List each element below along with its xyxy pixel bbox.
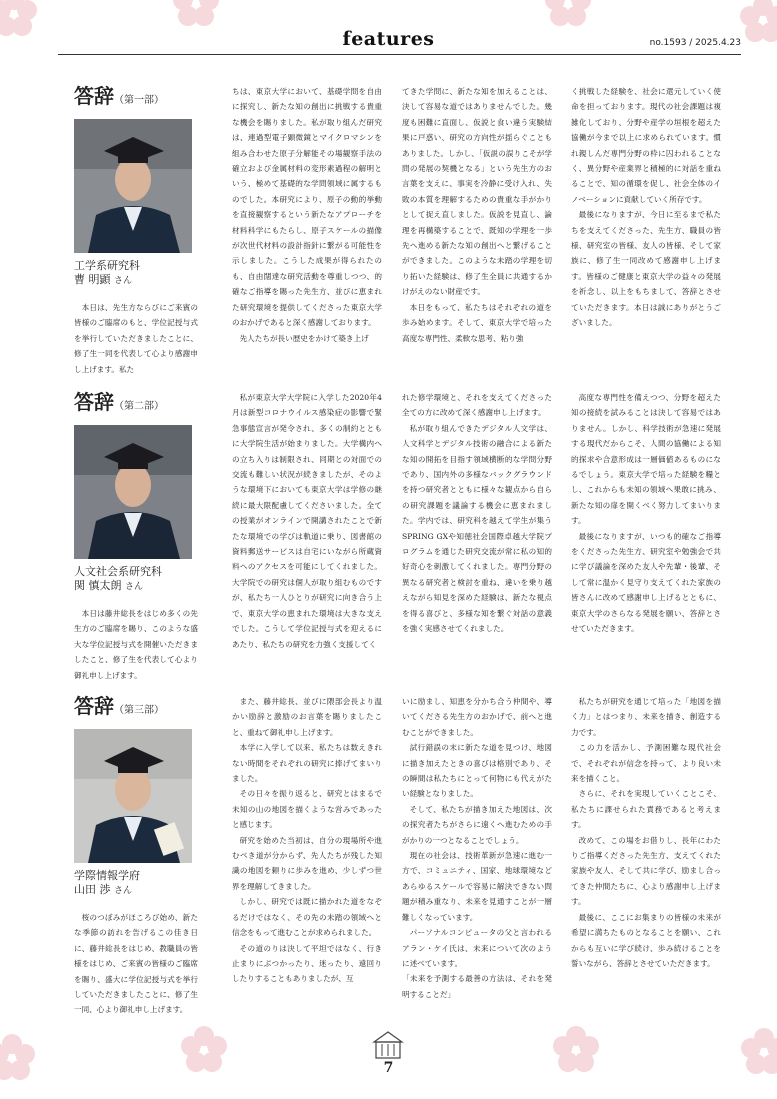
speaker-name: 関 慎太朗 さん <box>74 579 144 592</box>
page-number: 7 <box>383 1060 394 1076</box>
speech-intro: 本日は、先生方ならびにご来賓の皆様のご臨席のもと、学位記授与式を挙行していただきましたことに、修了生一同を代表して心より感謝申し上げます。私た <box>74 303 198 374</box>
cherry-blossom-icon <box>0 1030 40 1086</box>
graduate-photo <box>74 425 192 559</box>
page-title: features <box>342 28 435 50</box>
department: 工学系研究科 <box>74 259 140 272</box>
speech-column-3: く挑戦した経験を、社会に還元していく使命を担っております。現代の社会課題は複雑化しており、分野や産学の垣根を超えた協働が今まで以上に求められています。慣れ親しんだ専門分野の枠に囚われることなく、異分野や産業界と積極的に対話を重ねることで、知の循環を促し、社会全体のイノベーションに貢献していく所存です。 最後になりますが、今日に至るまで私たちを支えてくださった、先生方、職員の皆様、研究室の皆様、友人の皆様、そして家族に、修了生一同改めて感謝申し上げます。皆様のご健康と東京大学の益々の発展を祈念し、以上をもちまして、答辞とさせていただきます。本日は誠にありがとうございました。 <box>571 87 721 328</box>
section-heading: 答辞（第一部） <box>74 84 164 108</box>
speech-intro: 桜のつぼみがほころび始め、新たな季節の訪れを告げるこの佳き日に、藤井総長をはじめ、教職員の皆様をはじめ、ご来賓の皆様のご臨席を賜り、盛大に学位記授与式を挙行していただきましたことに、修了生一同、心より御礼申し上げます。 <box>74 913 198 1015</box>
speech-column-1: 私が東京大学大学院に入学した2020年4月は新型コロナウイルス感染症の影響で緊急事態宣言が発令され、多くの制約とともに大学院生活が始まりました。大学構内への立ち入りは制限され、同期との対面での交流も難しい状況が続きましたが、そのような環境下においても東京大学は学修の継続に最大限配慮してくださいました。全ての授業がオンラインで開講されたことで新たな環境での学びは軌道に乗り、図書館の資料郵送サービスは自宅にいながら所蔵資料へのアクセスを可能にしてくれました。大学院での研究は個人が取り組むものですが、私たち一人ひとりが研究に向き合う上で、東京大学の恵まれた環境は大きな支えでした。こうして学位記授与式を迎えるにあたり、私たちの研究を力強く支援してく <box>232 393 382 649</box>
section-heading: 答辞（第三部） <box>74 694 164 718</box>
department: 人文社会系研究科 <box>74 565 162 578</box>
department: 学際情報学府 <box>74 869 140 882</box>
issue-number: no.1593 / 2025.4.23 <box>649 38 741 48</box>
speech-column-2: れた修学環境と、それを支えてくださった全ての方に改めて深く感謝申し上げます。 私が取り組んできたデジタル人文学は、人文科学とデジタル技術の融合による新たな知の開拓を目指す領域横断的な学問分野であり、国内外の多様なバックグラウンドを持つ研究者とともに様々な観点から自らの研究課題を議論する機会に恵まれました。学内では、研究科を越えて学生が集うSPRING GXや知徳社会国際卓越大学院プログラムを通じた研究交流が常に私の知的好奇心を刺激してくれました。専門分野の異なる研究者と検討を重ね、違いを乗り越えながら知見を深めた経験は、新たな視点を得る喜びと、多様な知を繋ぐ対話の意義を強く実感させてくれました。 <box>402 393 552 634</box>
speech-column-3: 私たちが研究を通じて培った「地図を描く力」とはつまり、未来を描き、創造する力です。 この力を活かし、予測困難な現代社会で、それぞれが信念を持って、より良い未来を描くこと。 さらに、それを実現していくことこそ、私たちに課せられた責務であると考えます。 改めて、この場をお借りし、長年にわたりご指導くださった先生方、支えてくれた家族や友人、そして共に学び、励まし合ってきた仲間たちに、心より感謝申し上げます。 最後に、ここにお集まりの皆様の未来が希望に満ちたものとなることを願い、これからも互いに学び続け、歩み続けることを誓いながら、答辞とさせていただきます。 <box>571 697 721 968</box>
section-heading: 答辞（第二部） <box>74 390 164 414</box>
speech-column-2: いに励まし、知恵を分かち合う仲間や、導いてくださる先生方のおかげで、前へと進むことができました。 試行錯誤の末に新たな道を見つけ、地図に描き加えたときの喜びは格別であり、その瞬間は私たちにとって何物にも代えがたい経験となりました。 そして、私たちが描き加えた地図は、次の探究者たちがさらに遠くへ進むための手がかりの一つとなることでしょう。 現在の社会は、技術革新が急速に進む一方で、コミュニティ、国家、地球環境などあらゆるスケールで容易に解決できない問題が積み重なり、未来を見通すことが一層難しくなっています。 パーソナルコンピュータの父と言われるアラン・ケイ氏は、未来について次のように述べています。 「未来を予測する最善の方法は、それを発明することだ」 <box>402 697 552 999</box>
speech-column-1: また、藤井総長、並びに隈部会長より温かい励辞と激励のお言葉を賜りましたこと、重ねて御礼申し上げます。 本学に入学して以来、私たちは数えきれない時間をそれぞれの研究に捧げてまいりました。 その日々を振り返ると、研究とはまるで未知の山の地図を描くような営みであったと感じます。 研究を始めた当初は、自分の現場所や進むべき道が分からず、先人たちが残した知識の地図を頼りに歩みを進め、少しずつ世界を理解してきました。 しかし、研究では既に描かれた道をなぞるだけではなく、その先の未踏の領域へと信念をもって進むことが求められました。 その道のりは決して平坦ではなく、行き止まりにぶつかったり、迷ったり、遠回りしたりすることもありましたが、互 <box>232 697 382 984</box>
speech-column-2: てきた学問に、新たな知を加えることは、決して容易な道ではありませんでした。幾度も困難に直面し、仮説と食い違う実験結果に戸惑い、研究の方向性が揺らぐこともありました。しかし、「仮説の誤りこそが学問の発展の契機となる」という先生方のお言葉を支えに、事実を冷静に受け入れ、失敗の本質を理解するための貴重な手がかりとして捉え直しました。仮説を見直し、論理を再構築することで、既知の学理を一歩先へ進める新たな知の創出へと繋げることができました。このような未踏の学理を切り拓いた経験は、修了生全員に共通するかけがえのない財産です。 本日をもって、私たちはそれぞれの道を歩み始めます。そして、東京大学で培った高度な専門性、柔軟な思考、粘り強 <box>402 87 552 343</box>
speaker-name: 曹 明顕 さん <box>74 273 133 286</box>
speech-column-1: ちは、東京大学において、基礎学問を自由に探究し、新たな知の創出に挑戦する貴重な機会を賜りました。私が取り組んだ研究は、連過型電子顕微鏡とマイクロマシンを組み合わせた原子分解能その場観察手法の確立および金属材料の変形素過程の解明という、極めて基礎的な学問領域に属するものでした。本研究により、原子の動的挙動を直接観察するという新たなアプローチを材料科学にもたらし、原子スケールの描像が次世代材料の設計指針に繋がる可能性を示しました。こうした成果が得られたのも、自由闊達な研究活動を尊重しつつ、的確なご指導を賜った先生方、並びに恵まれた研究環境を提供してくださった東京大学のおかげであると深く感謝しております。 先人たちが長い歴史をかけて築き上げ <box>232 87 382 343</box>
header-divider <box>58 54 741 55</box>
speech-intro: 本日は藤井総長をはじめ多くの先生方のご臨席を賜り、このような盛大な学位記授与式を開催いただきましたこと、修了生を代表して心より御礼申し上げます。 <box>74 609 198 680</box>
graduate-photo <box>74 119 192 253</box>
speaker-name: 山田 渉 さん <box>74 883 133 896</box>
university-building-icon <box>370 1028 406 1064</box>
graduate-photo <box>74 729 192 863</box>
speech-column-3: 高度な専門性を備えつつ、分野を超えた知の接続を試みることは決して容易ではありません。しかし、科学技術が急速に発展する現代だからこそ、人間の協働による知的探求や合意形成は一層価値あるものになるでしょう。東京大学で培った経験を糧とし、これからも未知の領域へ果敢に挑み、新たな知の扉を開くべく努力してまいります。 最後になりますが、いつも的確なご指導をくださった先生方、研究室や勉強会で共に学び議論を深めた友人や先輩・後輩、そして常に温かく見守り支えてくれた家族の皆さんに改めて感謝申し上げるとともに、東京大学のさらなる発展を願い、答辞とさせていただきます。 <box>571 393 721 634</box>
